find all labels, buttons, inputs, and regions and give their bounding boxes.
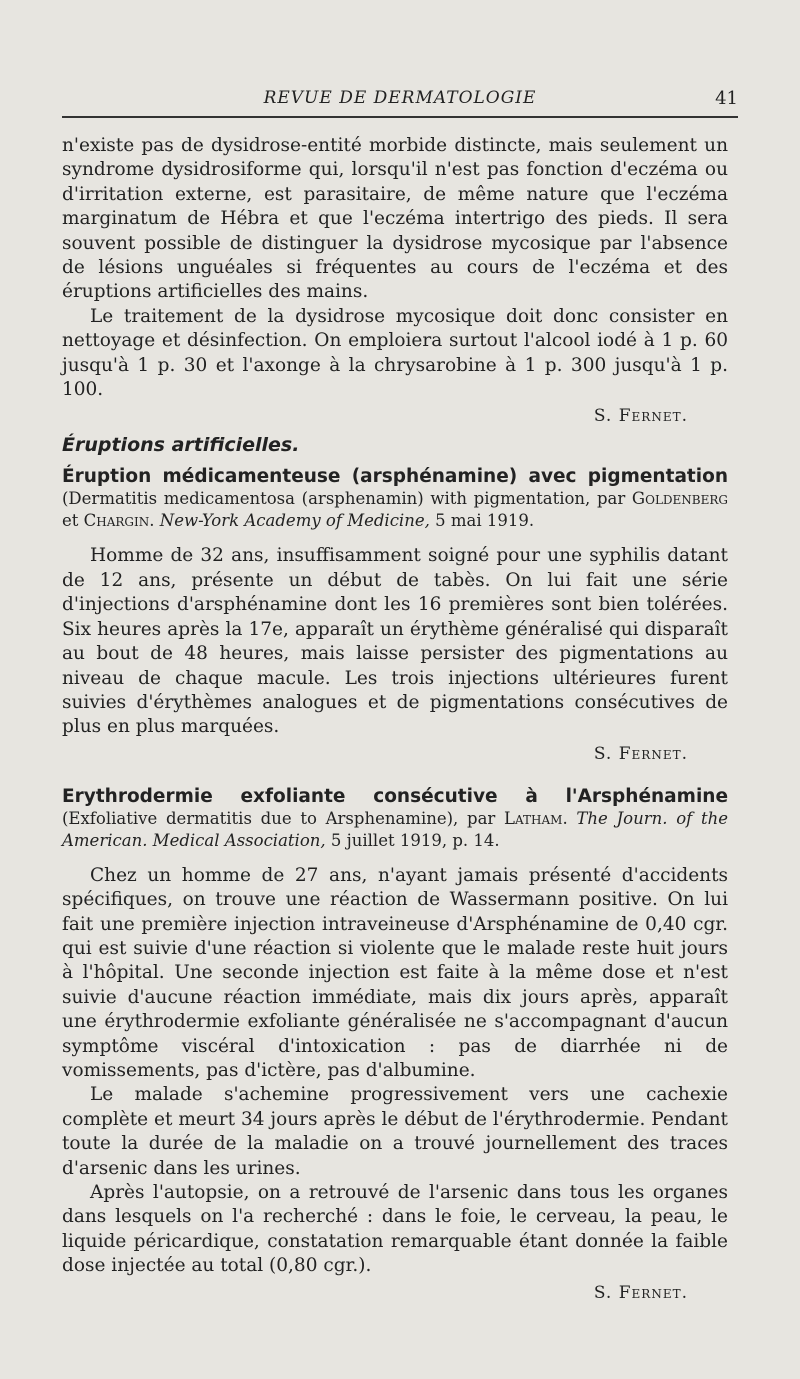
entry1-author1: Goldenberg	[631, 489, 728, 509]
entry1-ref: (Dermatitis medicamentosa (arsphenamin) with pigmentation, par	[62, 489, 632, 509]
running-header	[62, 86, 738, 114]
entry1-ref-sep: .	[149, 511, 160, 531]
intro-paragraph-1: n'existe pas de dysidrose-entité morbide distincte, mais seulement un syndrome dysidrosiforme qui, lorsqu'il n'est pas fonction d'eczéma ou d'irritation externe, est parasitaire, de même nature que l'eczéma marginatum de Hébra et que l'eczéma intertrigo des pieds. Il sera souvent possible de distinguer la dysidrose mycosique par l'absence de lésions unguéales si fréquentes au cours de l'eczéma et des éruptions artificielles des mains.	[62, 135, 728, 303]
entry2-journal: The Journ. of the American. Medical Association,	[62, 808, 728, 850]
intro-paragraph-2: Le traitement de la dysidrose mycosique doit donc consister en nettoyage et désinfection. On emploiera surtout l'alcool iodé à 1 p. 60 jusqu'à 1 p. 30 et l'axonge à la chrysarobine à 1 p. 300 jusqu'à 1 p. 100.	[62, 305, 728, 401]
signature: S. Fernet.	[593, 743, 688, 764]
entry1-title: Éruption médicamenteuse (arsphénamine) avec pigmentation	[62, 466, 728, 488]
article-body	[62, 134, 728, 1303]
signature: S. Fernet.	[593, 406, 688, 427]
entry2-paragraph-2: Le malade s'achemine progressivement vers une cachexie complète et meurt 34 jours après le début de l'érythrodermie. Pendant toute la durée de la maladie on a trouvé journellement des traces d'arsenic dans les urines.	[62, 1084, 728, 1179]
entry2-date: 5 juillet 1919, p. 14.	[325, 830, 500, 850]
entry1-heading	[62, 466, 728, 532]
signature: S. Fernet.	[593, 1282, 688, 1303]
entry2-ref: (Exfoliative dermatitis due to Arsphenamine), par	[62, 808, 505, 828]
header-rule	[62, 116, 738, 118]
entry1-journal: New-York Academy of Medicine,	[159, 511, 430, 531]
section-heading: Éruptions artificielles.	[62, 434, 300, 457]
entry1-author2: Chargin	[83, 511, 150, 531]
entry1-date: 5 mai 1919.	[429, 511, 535, 531]
entry1-ref-and: et	[62, 511, 84, 531]
entry2-title: Erythrodermie exfoliante consécutive à l'Arsphénamine	[62, 785, 728, 807]
page-number: 41	[715, 88, 738, 109]
entry2-author: Latham	[504, 808, 563, 828]
entry2-heading	[62, 786, 728, 852]
entry2-paragraph-3: Après l'autopsie, on a retrouvé de l'arsenic dans tous les organes dans lesquels on l'a recherché : dans le foie, le cerveau, la peau, le liquide péricardique, constatation remarquable étant donnée la faible dose injectée au total (0,80 cgr.).	[62, 1182, 728, 1277]
entry2-paragraph-1: Chez un homme de 27 ans, n'ayant jamais présenté d'accidents spécifiques, on trouve une réaction de Wassermann positive. On lui fait une première injection intraveineuse d'Arsphénamine de 0,40 cgr. qui est suivie d'une réaction si violente que le malade reste huit jours à l'hôpital. Une seconde injection est faite à la même dose et n'est suivie d'aucune réaction immédiate, mais dix jours après, apparaît une érythrodermie exfoliante généralisée ne s'accompagnant d'aucun symptôme viscéral d'intoxication : pas de diarrhée ni de vomissements, pas d'ictère, pas d'albumine.	[62, 864, 728, 1081]
entry1-body: Homme de 32 ans, insuffisamment soigné pour une syphilis datant de 12 ans, présente un début de tabès. On lui fait une série d'injections d'arsphénamine dont les 16 premières sont bien tolérées. Six heures après la 17e, apparaît un érythème généralisé qui disparaît au bout de 48 heures, mais laisse persister des pigmentations au niveau de chaque macule. Les trois injections ultérieures furent suivies d'érythèmes analogues et de pigmentations consécutives de plus en plus marquées.	[62, 545, 728, 738]
journal-title: REVUE DE DERMATOLOGIE	[263, 88, 537, 108]
entry2-ref-sep: .	[562, 808, 577, 828]
